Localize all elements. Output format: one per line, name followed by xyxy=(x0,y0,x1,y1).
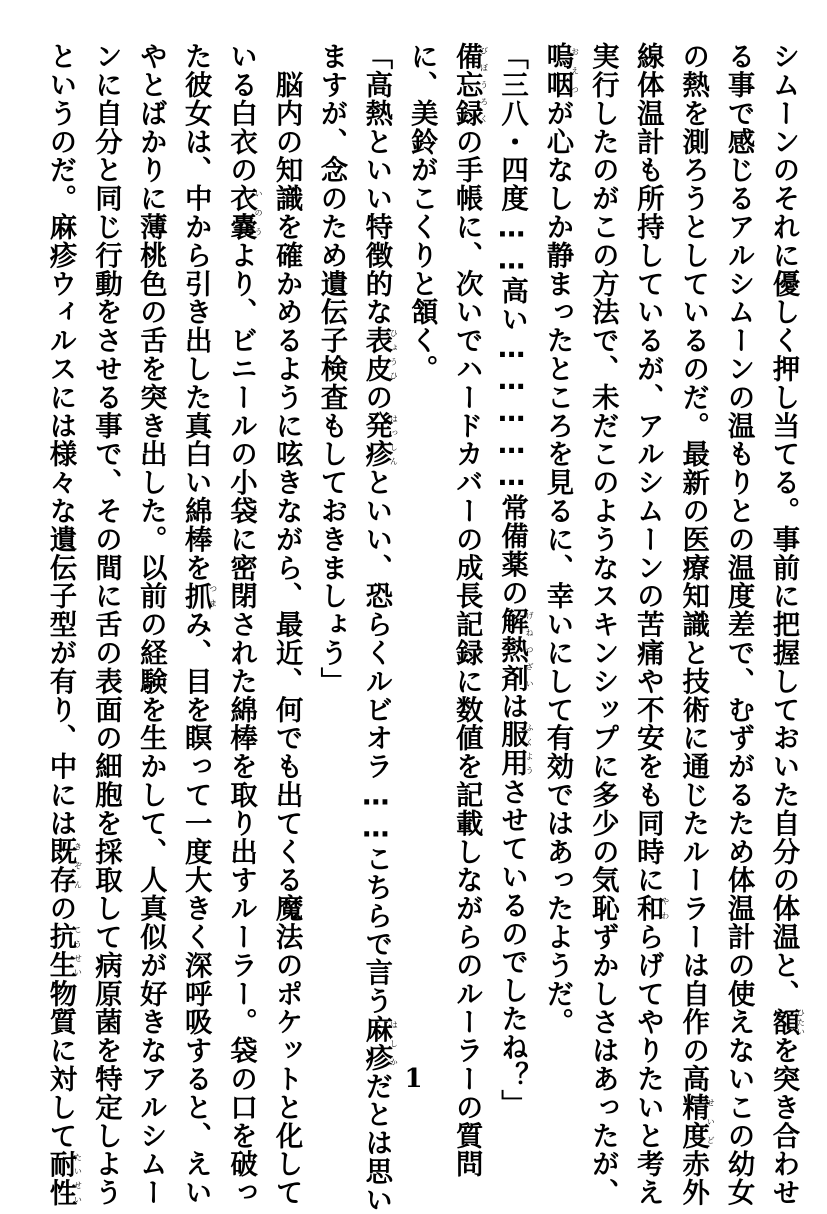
ruby-base: 和 xyxy=(631,894,663,923)
text-column xyxy=(308,42,353,1052)
text-column xyxy=(37,42,83,1207)
text-column xyxy=(172,42,218,1207)
ruby-word xyxy=(767,1007,806,1037)
vertical-text-body xyxy=(15,42,806,1214)
text-run: いる白衣の xyxy=(225,42,257,184)
text-run: 脳内の知識を確かめるように呟きながら、最近、何でも出てくる魔法のポケットと化して xyxy=(270,42,302,1207)
text-run: た彼女は、中から引き出した真白い綿棒を xyxy=(179,42,211,582)
ruby-reading: びぼうろく xyxy=(479,42,489,128)
ruby-reading: はっしん xyxy=(389,411,399,469)
text-run: やとばかりに薄桃色の舌を突き出した。以前の経験を生かして、人真似が好きなアルシムー xyxy=(134,42,166,1207)
text-run: に、美鈴がこくりと頷く。 xyxy=(405,42,437,383)
text-column xyxy=(398,42,443,1052)
ruby-reading: はしか xyxy=(389,1014,399,1072)
ruby-word xyxy=(496,720,535,778)
ruby-reading: つま xyxy=(208,581,218,610)
ruby-reading: おえつ xyxy=(570,42,580,99)
text-column xyxy=(715,42,760,1207)
ruby-base: 嗚咽 xyxy=(541,42,573,99)
text-run: が心なしか静まったところを見るに、幸いにして有効ではあったようだ。 xyxy=(541,98,573,1037)
text-run: 線体温計も所持しているが、アルシムーンの苦痛や不安をも同時に xyxy=(631,42,663,894)
text-column xyxy=(217,42,264,1207)
ruby-word xyxy=(450,42,489,128)
text-run: より、ビニールの小袋に密閉された綿棒を取り出すルーラー。袋の口を破っ xyxy=(225,240,257,1207)
text-column xyxy=(534,42,579,1052)
text-run: の xyxy=(44,894,76,923)
text-run: ンに自分と同じ行動をさせる事で、その間に舌の表面の細胞を採取して病原菌を特定しよう xyxy=(89,42,121,1207)
ruby-word xyxy=(44,837,83,895)
ruby-word xyxy=(677,1092,716,1150)
ruby-base: 耐性 xyxy=(44,1149,76,1207)
text-run: 赤外 xyxy=(677,1149,709,1207)
ruby-reading: ふくよう xyxy=(525,720,535,778)
text-run: というのだ。麻疹ウィルスには様々な遺伝子型が有り、中には xyxy=(44,42,76,838)
text-column xyxy=(624,42,670,1207)
ruby-base: 発疹 xyxy=(360,411,392,469)
text-run: だとは思い xyxy=(360,1071,392,1214)
ruby-base: 既存 xyxy=(44,837,76,895)
text-column xyxy=(263,42,308,1207)
text-column xyxy=(352,42,399,1214)
ruby-word xyxy=(44,922,83,980)
text-column xyxy=(127,42,172,1207)
text-run: 「高熱といい特徴的な xyxy=(360,42,392,326)
ruby-reading: げねつざい xyxy=(525,606,535,693)
text-column xyxy=(488,42,535,1119)
text-run: み、目を瞑って一度大きく深呼吸すると、えい xyxy=(179,610,211,1207)
ruby-base: 抗生 xyxy=(44,922,76,980)
text-run: の熱を測ろうとしているのだ。最新の医療知識と技術に通じたルーラーは自作の高 xyxy=(677,42,709,1093)
text-run: といい、恐らくルビオラ……こちらで言う xyxy=(360,468,392,1015)
text-run: を突き合わせ xyxy=(767,1036,799,1207)
ruby-word xyxy=(44,1149,83,1207)
text-column xyxy=(82,42,127,1207)
ruby-word xyxy=(496,606,535,693)
text-run: る事で感じるアルシムーンの温もりとの温度差で、むずがるため体温計の使えないこの幼女 xyxy=(722,42,754,1207)
ruby-word xyxy=(631,894,670,923)
ruby-word xyxy=(360,326,399,383)
ruby-base: 額 xyxy=(767,1007,799,1037)
text-run: の xyxy=(360,382,392,412)
ruby-word xyxy=(541,42,580,99)
text-run: 物質に対して xyxy=(44,979,76,1150)
ruby-reading: せいど xyxy=(706,1092,716,1150)
ruby-base: 精度 xyxy=(677,1092,709,1150)
ruby-reading: たいせい xyxy=(73,1149,83,1207)
ruby-reading: ひたい xyxy=(796,1007,806,1037)
text-column xyxy=(669,42,716,1207)
ruby-reading: やわ xyxy=(660,894,670,923)
ruby-reading: こうせい xyxy=(73,922,83,980)
ruby-base: 衣嚢 xyxy=(225,184,257,241)
ruby-base: 抓 xyxy=(179,581,211,611)
ruby-base: 表皮 xyxy=(360,326,392,383)
text-run: は xyxy=(496,692,528,721)
ruby-reading: ひょうひ xyxy=(389,326,399,383)
text-run: の手帳に、次いでハードカバーの成長記録に数値を記載しながらのルーラーの質問 xyxy=(450,127,482,1179)
ruby-reading: きぞん xyxy=(73,837,83,895)
ruby-base: 備忘録 xyxy=(450,42,482,128)
text-run: シムーンのそれに優しく押し当てる。事前に把握しておいた自分の体温と、 xyxy=(767,42,799,1008)
ruby-word xyxy=(225,184,264,241)
text-run: ますが、念のため遺伝子検査もしておきましょう」 xyxy=(315,42,347,696)
text-column xyxy=(579,42,624,1207)
text-run: 「三八・四度……高い……………常備薬の xyxy=(496,42,528,607)
page-number: 1 xyxy=(404,1064,423,1094)
ruby-base: 解熱剤 xyxy=(496,606,528,693)
ruby-word xyxy=(360,411,399,469)
text-column xyxy=(760,42,806,1207)
text-run: らげてやりたいと考え xyxy=(631,922,663,1207)
ruby-reading: いのう xyxy=(254,184,264,241)
ruby-base: 服用 xyxy=(496,720,528,778)
text-run: させているのでしたね？」 xyxy=(496,777,528,1119)
text-column xyxy=(443,42,489,1179)
ruby-word xyxy=(179,581,218,611)
ruby-base: 麻疹 xyxy=(360,1014,392,1072)
text-run: 実行したのがこの方法で、未だこのようなスキンシップに多少の気恥ずかしさはあったが、 xyxy=(586,42,618,1207)
